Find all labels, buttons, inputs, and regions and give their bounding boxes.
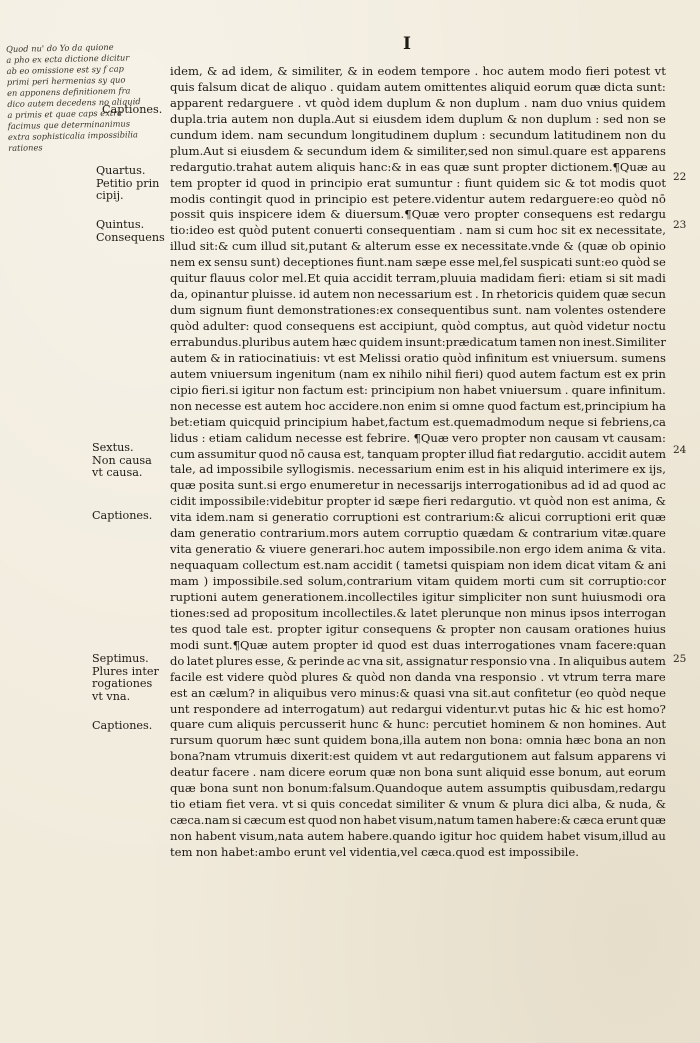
text-line: possit quis inspicere idem & diuersum.¶Quæ vero propter consequens est redargu xyxy=(170,207,666,222)
text-line: autem vniuersum ingenitum (nam ex nihilo nihil fieri) quod autem factum est ex prin xyxy=(170,366,666,381)
margin-label xyxy=(96,165,159,203)
text-line: mam ) impossibile.sed solum,contrarium vitam quidem morti cum sit corruptio:cor xyxy=(170,574,666,588)
margin-label-line: Quintus. xyxy=(96,218,145,231)
margin-label-line: Petitio prin xyxy=(96,176,160,190)
text-line: quis falsum dicat de aliquo . quidam autem omittentes aliquid eorum quæ dicta sunt: xyxy=(170,79,666,94)
margin-label-line: vt vna. xyxy=(92,689,131,703)
text-line: est an cælum? in aliquibus vero minus:& quasi vna sit.aut confitetur (eo quòd neque xyxy=(170,685,666,700)
margin-label-line: Consequens xyxy=(96,230,165,244)
handwritten-note-line: en apponens definitionem fra xyxy=(6,85,131,98)
text-line: cum assumitur quod nō causa est, tanquam propter illud fiat redargutio. accidit autem xyxy=(170,446,666,461)
text-line: modi sunt.¶Quæ autem propter id quod est duas interrogationes vnam facere:quan xyxy=(170,637,666,652)
text-line: redargutio.trahat autem aliquis hanc:& in eas quæ sunt propter dictionem.¶Quæ au xyxy=(170,159,666,174)
margin-label-line: Septimus. xyxy=(92,652,149,665)
margin-label-line: vt causa. xyxy=(92,466,143,480)
text-line: quare cum aliquis percusserit hunc & hunc: percutiet hominem & non homines. Aut xyxy=(170,717,666,732)
text-line: cidit impossibile:videbitur propter id sæpe fieri redargutio. vt quòd non est anima, & xyxy=(170,494,666,509)
handwritten-note-line: facimus que determinanimus xyxy=(7,118,131,131)
handwritten-note-line: primi peri hermenias sy quo xyxy=(6,74,126,87)
page-number: I xyxy=(403,34,412,54)
right-margin-number: 22 xyxy=(673,171,687,183)
text-line: do latet plures esse, & perinde ac vna sit, assignatur responsio vna . In aliquibus autem xyxy=(170,653,666,668)
text-line: bet:etiam quicquid principium habet,factum est.quemadmodum neque si febriens,ca xyxy=(170,414,666,429)
text-line: quæ bona sunt non bonum:falsum.Quandoque autem assumptis quibusdam,redargu xyxy=(170,781,666,796)
text-line: tio:ideo est quòd putent conuerti consequentiam . nam si cum hoc sit ex necessitate, xyxy=(170,223,666,238)
text-line: non habent visum,nata autem habere.quando igitur hoc quidem habet visum,illud au xyxy=(170,829,666,843)
handwritten-note-line: a pho ex ecta dictione dicitur xyxy=(6,52,130,65)
text-line: plum.Aut si eiusdem & secundum idem & similiter,sed non simul.quare est apparens xyxy=(170,143,666,158)
text-line: quitur flauus color mel.Et quia accidit terram,pluuia madidam fieri: etiam si sit madi xyxy=(170,271,666,286)
text-line: tem propter id quod in principio erat sumuntur : fiunt quidem sic & tot modis quot xyxy=(170,175,666,190)
text-line: nequaquam collectum est.nam accidit ( tametsi quispiam non idem dicat vitam & ani xyxy=(170,558,666,573)
right-margin-number: 23 xyxy=(673,219,687,231)
handwritten-note-line: rationes xyxy=(8,142,43,153)
handwritten-note-line: extra sophisticalia impossibilia xyxy=(7,129,139,142)
text-line: dupla.tria autem non dupla.Aut si eiusdem idem duplum & non duplum : sed non se xyxy=(170,111,666,126)
text-line: tiones:sed ad propositum incollectiles.& latet plerunque non minus ipsos interrogan xyxy=(170,605,666,620)
margin-label-line: Plures inter xyxy=(92,664,159,678)
right-margin-number: 25 xyxy=(673,653,687,665)
handwritten-note-line: dico autem decedens no aliquid xyxy=(7,96,141,109)
margin-label xyxy=(102,104,162,117)
text-line: modis contingit quod in principio est petere.videntur autem redarguere:eo quòd nō xyxy=(170,191,666,206)
margin-label-line: Quartus. xyxy=(96,164,146,177)
margin-label xyxy=(92,442,152,480)
margin-label-line: Captiones. xyxy=(92,509,153,522)
handwritten-marginal-note xyxy=(6,41,166,154)
text-line: da, opinantur pluisse. id autem non necessarium est . In rhetoricis quidem quæ secun xyxy=(170,287,666,302)
text-line: facile est videre quòd plures & quòd non danda vna responsio . vt vtrum terra mare xyxy=(170,669,666,684)
text-line: ruptioni autem generationem.incollectiles igitur simpliciter non sunt huiusmodi ora xyxy=(170,589,666,604)
main-text-block xyxy=(170,64,666,861)
handwritten-note-line: a primis et quae caps extra xyxy=(7,107,123,120)
margin-label-line: rogationes xyxy=(92,677,153,691)
text-line: cipio fieri.si igitur non factum est: principium non habet vniuersum . quare infinitum. xyxy=(170,382,666,397)
text-line: cæca.nam si cæcum est quod non habet visum,natum tamen habere:& cæca erunt quæ xyxy=(170,813,666,828)
text-line: vita generatio & viuere generari.hoc autem impossibile.non ergo idem anima & vita. xyxy=(170,542,666,557)
margin-label-line: Non causa xyxy=(92,453,152,467)
margin-label-line: Sextus. xyxy=(92,441,134,454)
text-line: dam generatio contrarium.mors autem corruptio quædam & contrarium vitæ.quare xyxy=(170,526,666,541)
margin-label-line: Captiones. xyxy=(102,103,163,116)
margin-label xyxy=(92,510,152,523)
text-line: bona?nam vtrumuis dixerit:est quidem vt aut redargutionem aut falsum apparens vi xyxy=(170,749,666,764)
text-line: apparent redarguere . vt quòd idem duplum & non duplum . nam duo vnius quidem xyxy=(170,95,666,110)
handwritten-note-line: ab eo omissione est sy f cap xyxy=(6,63,124,76)
text-line: tio etiam fiet vera. vt si quis concedat similiter & vnum & plura dici alba, & nuda, & xyxy=(170,797,666,812)
text-line: dum signum fiunt demonstrationes:ex consequentibus sunt. nam volentes ostendere xyxy=(170,303,666,318)
text-line: deatur facere . nam dicere eorum quæ non bona sunt aliquid esse bonum, aut eorum xyxy=(170,765,666,780)
text-line: vita idem.nam si generatio corruptioni est contrarium:& alicui corruptioni erit quæ xyxy=(170,510,666,525)
text-line: cundum idem. nam secundum longitudinem duplum : secundum latitudinem non du xyxy=(170,127,666,142)
text-line: rursum quorum hæc sunt quidem bona,illa autem non bona: omnia hæc bona an non xyxy=(170,733,666,748)
margin-label xyxy=(96,219,165,244)
text-line: errabundus.pluribus autem hæc quidem insunt:prædicatum tamen non inest.Similiter xyxy=(170,334,666,349)
text-line: lidus : etiam calidum necesse est febrire. ¶Quæ vero propter non causam vt causam: xyxy=(170,430,666,445)
margin-label-line: cipij. xyxy=(96,189,124,203)
text-line: illud sit:& cum illud sit,putant & alterum esse ex necessitate.vnde & (quæ ob opinio xyxy=(170,239,666,254)
text-line: nem ex sensu sunt) deceptiones fiunt.nam sæpe esse mel,fel suspicati sunt:eo quòd se xyxy=(170,255,666,270)
margin-label-line: Captiones. xyxy=(92,719,153,732)
text-line: tem non habet:ambo erunt vel videntia,vel cæca.quod est impossibile. xyxy=(170,844,579,859)
text-line: quòd adulter: quod consequens est accipiunt, quòd comptus, aut quòd videtur noctu xyxy=(170,319,666,333)
handwritten-note-line: Quod nu' do Yo da quione xyxy=(6,41,114,54)
text-line: tes quod tale est. propter igitur consequens & propter non causam orationes huius xyxy=(170,621,666,636)
right-margin-number: 24 xyxy=(673,444,687,456)
text-line: tale, ad impossibile syllogismis. necessarium enim est in his aliquid interimere ex ijs, xyxy=(170,462,666,477)
text-line: autem & in ratiocinatiuis: vt est Melissi oratio quòd infinitum est vniuersum. sumens xyxy=(170,350,666,365)
text-line: idem, & ad idem, & similiter, & in eodem tempore . hoc autem modo fieri potest vt xyxy=(170,64,666,78)
text-line: non necesse est autem hoc accidere.non enim si omne quod factum est,principium ha xyxy=(170,398,666,413)
margin-label xyxy=(92,653,159,703)
text-line: quæ posita sunt.si ergo enumeretur in necessarijs interrogationibus ad id ad quod ac xyxy=(170,478,666,493)
margin-label xyxy=(92,720,152,733)
text-line: unt respondere ad interrogatum) aut redargui videntur.vt putas hic & hic est homo? xyxy=(170,701,666,716)
